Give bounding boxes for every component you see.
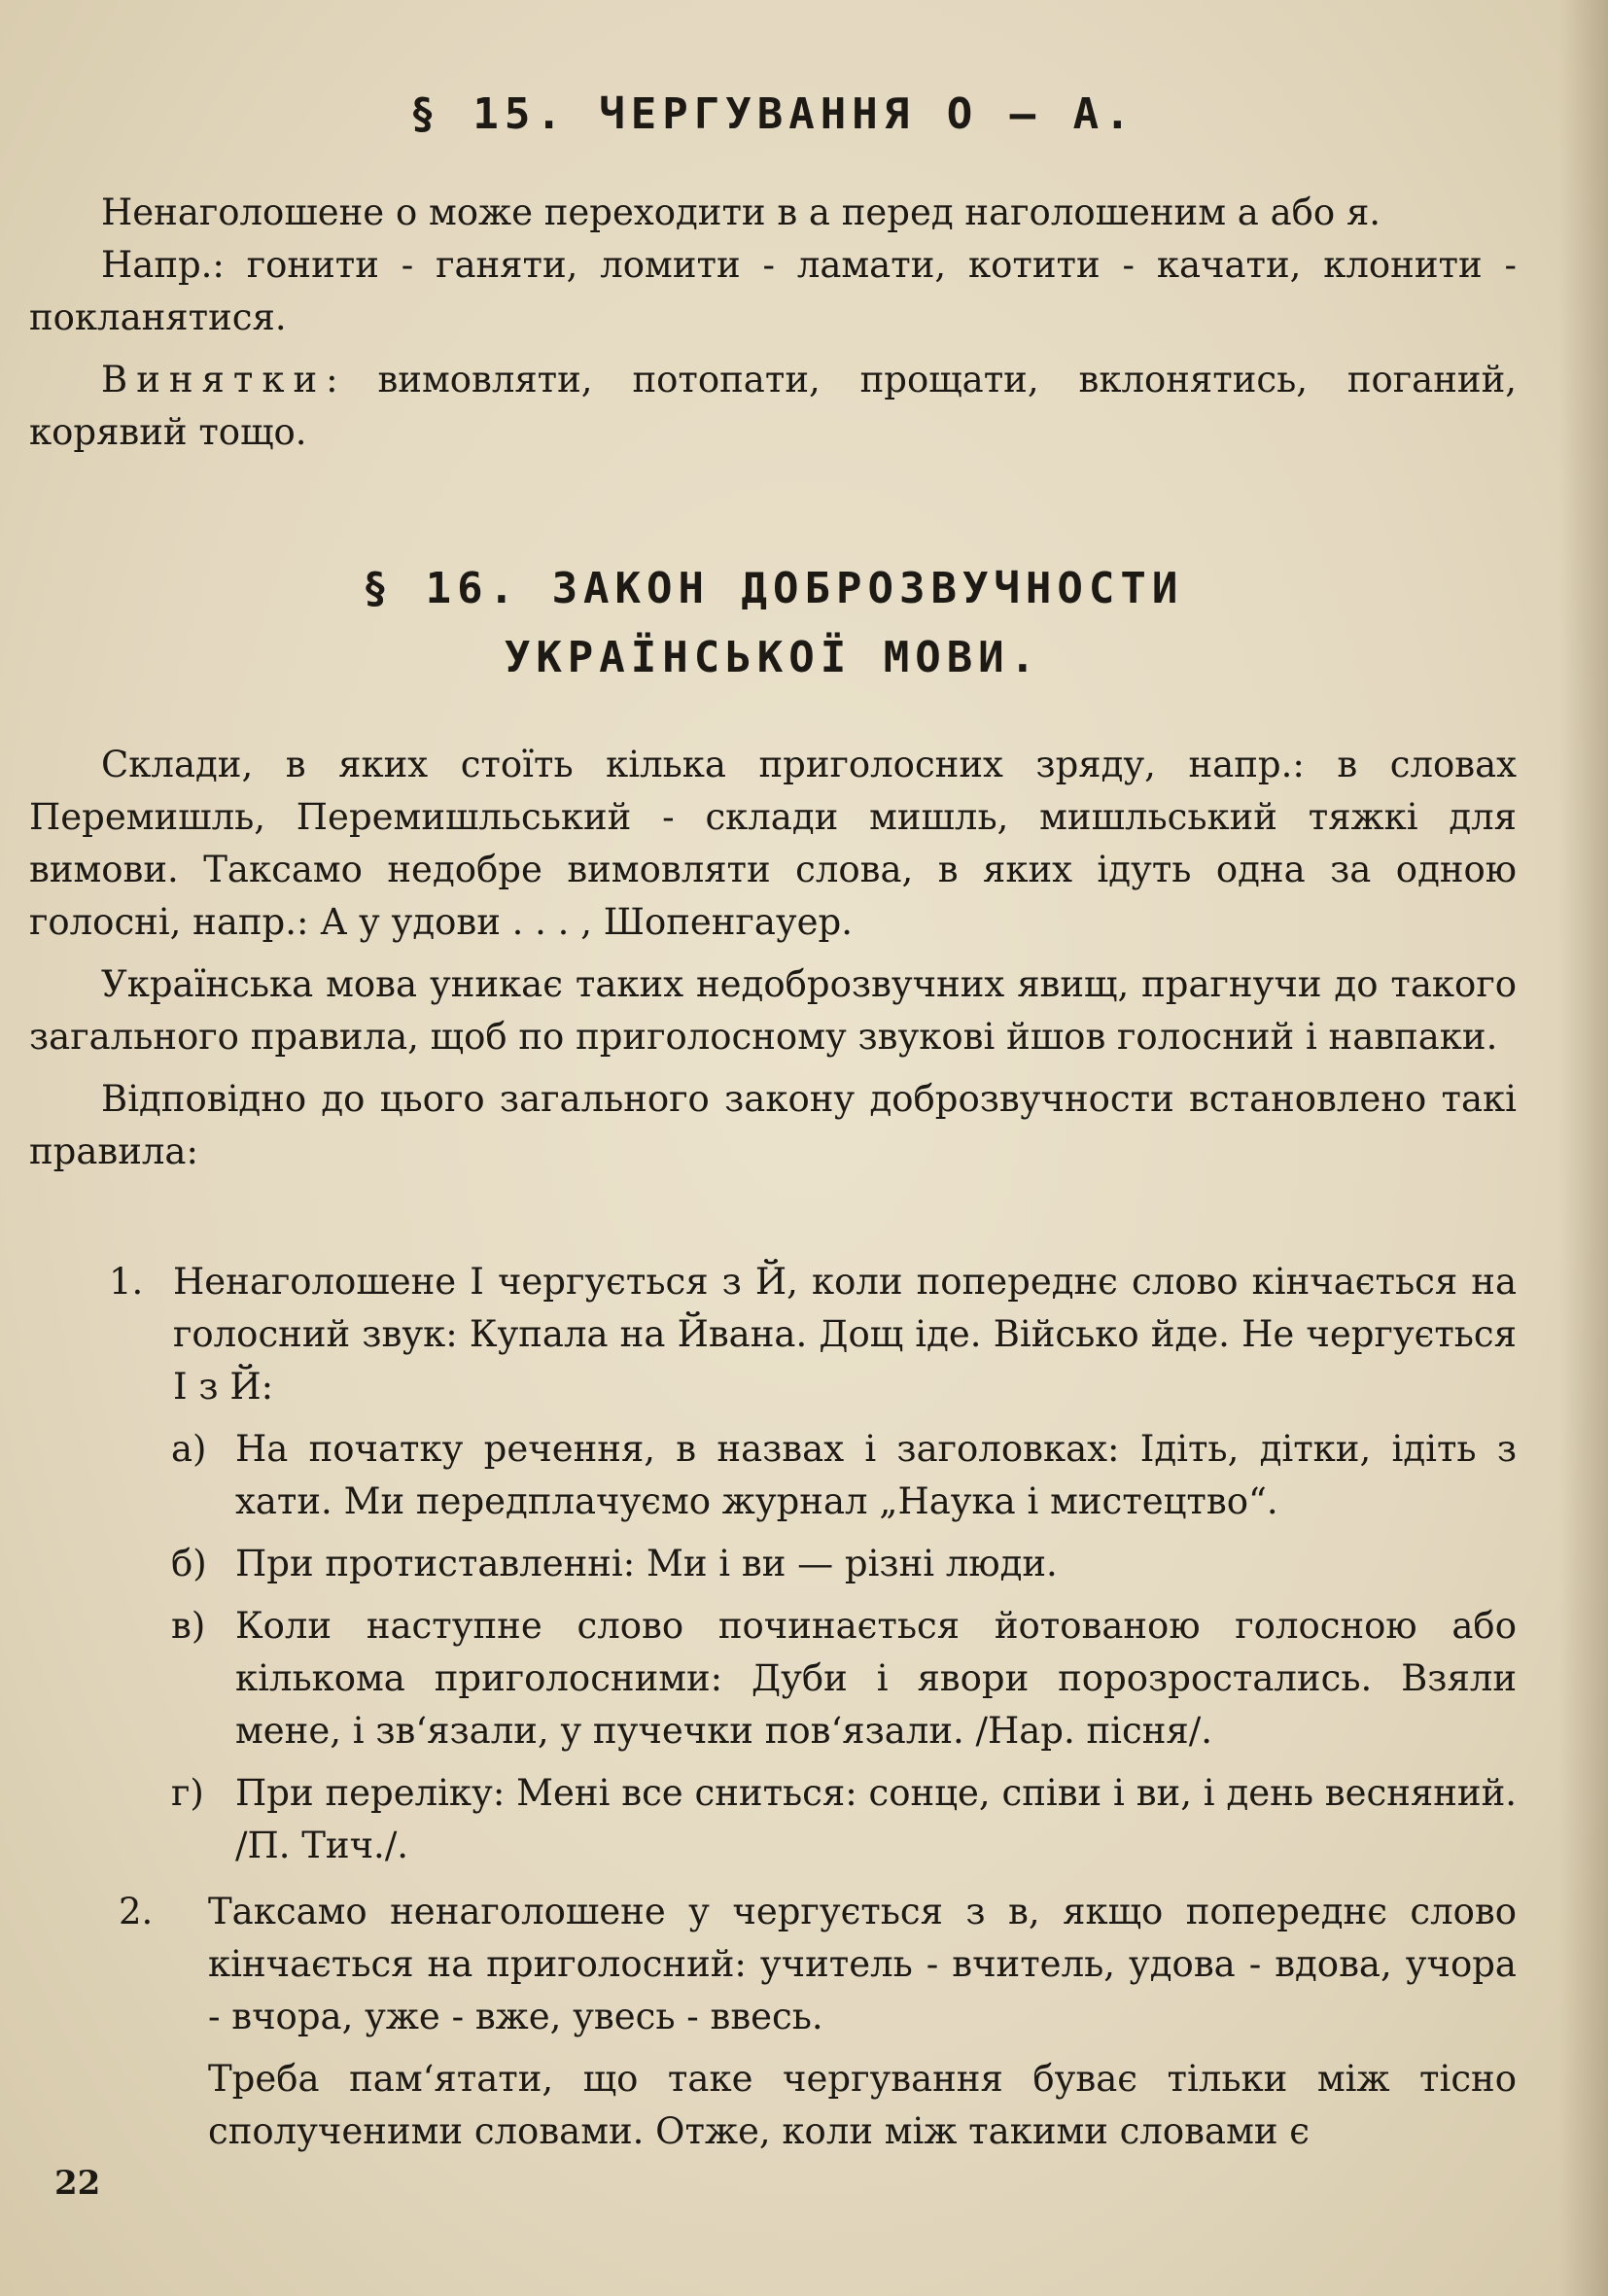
- section-16-paragraph-2: Українська мова уникає таких недоброзвучних явищ, прагнучи до такого загального правила, щоб по приголосному звукові йшов голосний і навпаки.: [29, 963, 1517, 1058]
- rules-list: [29, 1256, 1517, 2158]
- sub-v-text: Коли наступне слово починається йотованою голосною або кількома приголосними: Дуби і явори порозростались. Взяли мене, і зв‘язали, у пучечки пов‘язали. /Нар. пісня/.: [235, 1605, 1517, 1752]
- section-16-heading-line-2: УКРАЇНСЬКОЇ МОВИ.: [504, 632, 1042, 682]
- section-15-paragraph-1: Ненаголошене о може переходити в а перед наголошеним а або я.: [101, 191, 1381, 233]
- section-16-heading-line-1: § 16. ЗАКОН ДОБРОЗВУЧНОСТИ: [362, 564, 1184, 613]
- sub-g-letter: г): [171, 1772, 204, 1814]
- book-page: [29, 0, 1517, 2296]
- section-15-exceptions: [29, 354, 1517, 459]
- rule-2-text: Таксамо ненаголошене у чергується з в, якщо попереднє слово кінчається на приголосний: учитель - вчитель, удова - вдова, учора - вчора, уже - вже, увесь - ввесь.: [208, 1891, 1517, 2037]
- rule-1-sub-g: [29, 1767, 1517, 1872]
- sub-v-letter: в): [171, 1605, 206, 1647]
- section-15-paragraph-2: Напр.: гонити - ганяти, ломити - ламати, котити - качати, клонити - покланятися.: [29, 244, 1517, 338]
- rule-1-sub-b: [29, 1538, 1517, 1590]
- sub-a-text: На початку речення, в назвах і заголовках: Ідіть, дітки, ідіть з хати. Ми передплачуємо журнал „Наука і мистецтво“.: [235, 1428, 1517, 1522]
- rule-1-sub-a: [29, 1423, 1517, 1528]
- sub-b-letter: б): [171, 1543, 207, 1584]
- section-15-heading: § 15. ЧЕРГУВАННЯ О — А.: [409, 89, 1136, 139]
- rule-2: [29, 1886, 1517, 2043]
- rule-2-continuation: [29, 2053, 1517, 2158]
- section-15-body: [29, 187, 1517, 459]
- rule-1-sub-v: [29, 1600, 1517, 1757]
- sub-g-text: При переліку: Мені все сниться: сонце, співи і ви, і день весняний. /П. Тич./.: [235, 1772, 1517, 1866]
- section-16-body: [29, 739, 1517, 1178]
- exceptions-label: Винятки: [101, 359, 327, 400]
- rule-1: [29, 1256, 1517, 1413]
- rule-1-text: Ненаголошене І чергується з Й, коли попереднє слово кінчається на голосний звук: Купала на Йвана. Дощ іде. Військо йде. Не чергується І з Й:: [173, 1261, 1517, 1408]
- exceptions-text: : вимовляти, потопати, прощати, вклонятись, поганий, корявий тощо.: [29, 359, 1517, 453]
- sub-b-text: При протиставленні: Ми і ви — різні люди.: [235, 1543, 1058, 1584]
- section-16-paragraph-3: Відповідно до цього загального закону доброзвучности встановлено такі правила:: [29, 1078, 1517, 1172]
- section-16-heading: [29, 564, 1517, 684]
- rule-1-number: 1.: [109, 1261, 144, 1303]
- rule-2-cont-text: Треба пам‘ятати, що таке чергування буває тільки між тісно сполученими словами. Отже, коли між такими словами є: [208, 2058, 1517, 2152]
- page-edge-shadow: [1559, 0, 1608, 2296]
- rule-2-number: 2.: [119, 1891, 154, 1932]
- section-16-paragraph-1: Склади, в яких стоїть кілька приголосних зряду, напр.: в словах Перемишль, Перемишльський - склади мишль, мишльський тяжкі для вимови. Таксамо недобре вимовляти слова, в яких ідуть одна за одною голосні, напр.: А у удови . . . , Шопенгауер.: [29, 744, 1517, 943]
- page-number: 22: [54, 2164, 101, 2203]
- sub-a-letter: а): [171, 1428, 207, 1470]
